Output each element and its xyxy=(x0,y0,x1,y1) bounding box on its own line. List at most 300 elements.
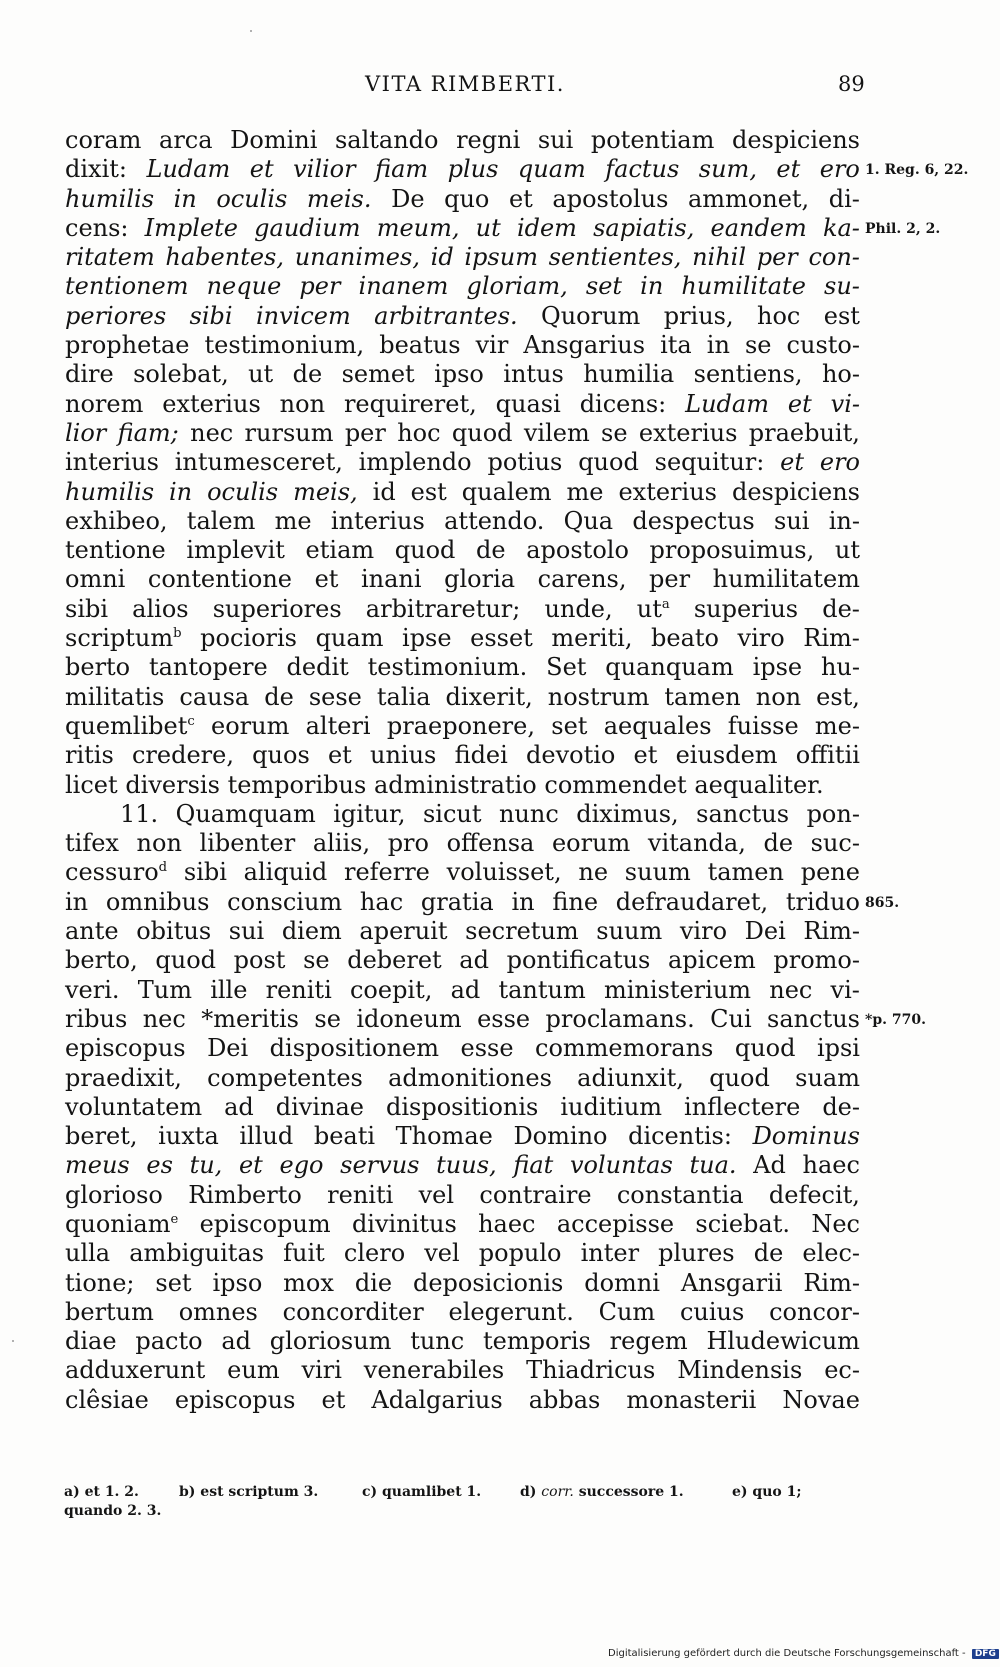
word: ego xyxy=(279,1151,324,1180)
word: coram xyxy=(65,126,142,154)
word: superius xyxy=(693,594,799,623)
word: monasterii xyxy=(626,1385,757,1414)
text-line xyxy=(65,1064,860,1093)
word: sese xyxy=(308,682,362,711)
word: aequaliter. xyxy=(694,770,824,799)
word: custo- xyxy=(786,331,860,360)
word: voluntatem xyxy=(65,1092,203,1121)
word: nihil xyxy=(692,243,747,272)
word: sanctus xyxy=(696,799,790,828)
word: sicut xyxy=(422,799,482,828)
word: et xyxy=(327,741,352,770)
word: pro xyxy=(387,829,429,858)
scan-credit-text: Digitalisierung gefördert durch die Deutsche Forschungsgemeinschaft - xyxy=(608,1648,966,1659)
word: ministerium xyxy=(603,975,752,1004)
word: gloriam, xyxy=(466,272,568,301)
word: su- xyxy=(824,272,860,301)
word: admonitiones xyxy=(388,1063,552,1092)
word: ad xyxy=(459,946,489,975)
word: Hludewicum xyxy=(706,1327,860,1356)
word: nostrum xyxy=(547,682,650,711)
word: eum xyxy=(227,1356,280,1385)
word: et xyxy=(787,389,812,418)
word: fidei xyxy=(454,741,508,770)
word: referre xyxy=(343,858,430,887)
text-line xyxy=(65,595,860,624)
text-line xyxy=(65,653,860,682)
word: nec xyxy=(142,1004,186,1033)
word: per xyxy=(649,565,691,594)
running-header xyxy=(0,72,1000,108)
word: berto, xyxy=(65,946,138,975)
word: tione; xyxy=(65,1268,135,1297)
word: Cui xyxy=(710,1004,752,1033)
word: tunc xyxy=(410,1327,465,1356)
word: Ansgarius xyxy=(523,331,646,360)
word: beati xyxy=(313,1122,376,1151)
word: de- xyxy=(822,1092,860,1121)
word: implevit xyxy=(186,536,285,565)
word: viro xyxy=(679,917,728,946)
word: glorioso xyxy=(65,1180,163,1209)
running-title: VITA RIMBERTI. xyxy=(365,72,565,96)
word: vir xyxy=(475,331,509,360)
text-line xyxy=(65,1269,860,1298)
word: temporis xyxy=(482,1327,591,1356)
word: tentione xyxy=(65,536,166,565)
footnote-e: e) quo 1; xyxy=(732,1484,802,1500)
word: quoniam$^e$ xyxy=(65,1209,179,1238)
word: pontificatus xyxy=(506,946,651,975)
word: est, xyxy=(816,682,860,711)
word: ammonet, xyxy=(687,184,810,213)
word: illud xyxy=(239,1122,294,1151)
word: triduo xyxy=(785,887,860,916)
word: ad xyxy=(221,1327,252,1356)
footnote-marker: c xyxy=(187,713,195,729)
word: ut xyxy=(475,213,501,242)
word: lior xyxy=(65,418,107,447)
text-line xyxy=(65,1386,860,1415)
word: ipse xyxy=(402,624,452,653)
word: vi- xyxy=(830,389,860,418)
footnote-marker: d xyxy=(158,860,168,876)
word: requireret, xyxy=(343,389,477,418)
word: nec xyxy=(190,418,234,447)
word: esset xyxy=(470,624,533,653)
word: concor- xyxy=(769,1297,860,1326)
word: dixit: xyxy=(65,155,127,184)
word: vitanda, xyxy=(647,829,746,858)
word: se xyxy=(314,1004,341,1033)
word: tuus, xyxy=(436,1151,497,1180)
word: secretum xyxy=(465,917,579,946)
word: sibi xyxy=(65,594,109,623)
word: voluisset, xyxy=(446,858,562,887)
word: Adalgarius xyxy=(371,1385,503,1414)
word: sciebat. xyxy=(695,1209,790,1238)
text-line xyxy=(65,448,860,477)
word: exterius xyxy=(638,418,738,447)
word: promo- xyxy=(773,946,860,975)
word: dicens: xyxy=(579,389,667,418)
word: suc- xyxy=(810,829,860,858)
word: militatis xyxy=(65,682,165,711)
word: Ludam xyxy=(685,389,769,418)
word: sibi xyxy=(189,301,233,330)
word: apostolus xyxy=(552,184,669,213)
margin-note: 865. xyxy=(865,894,900,911)
word: populo xyxy=(478,1239,562,1268)
word: bertum xyxy=(65,1297,154,1326)
word: prophetae xyxy=(65,331,190,360)
word: servus xyxy=(340,1151,420,1180)
word: pene xyxy=(800,858,860,887)
word: Dominus xyxy=(752,1122,860,1151)
word: intumesceret, xyxy=(174,448,343,477)
word: 11. xyxy=(120,799,159,828)
word: iuditium xyxy=(560,1092,663,1121)
word: divinitus xyxy=(351,1209,457,1238)
word: Ludam xyxy=(146,155,231,184)
text-line xyxy=(65,331,860,360)
word: se xyxy=(744,331,772,360)
footnote-d-rest: successore 1. xyxy=(578,1484,684,1500)
word: etiam xyxy=(305,536,375,565)
word: dispositionem xyxy=(269,1034,440,1063)
word: sapiatis, xyxy=(593,213,695,242)
word: interius xyxy=(65,448,159,477)
word: reniti xyxy=(265,975,332,1004)
word: me xyxy=(274,506,312,535)
word: humilis xyxy=(65,184,155,213)
word: Cum xyxy=(598,1297,656,1326)
text-line xyxy=(65,507,860,536)
word: esse xyxy=(460,1034,514,1063)
word: inani xyxy=(360,565,422,594)
word: aequales xyxy=(603,711,712,740)
word: de xyxy=(264,682,294,711)
word: episcopum xyxy=(199,1209,331,1238)
text-line xyxy=(65,771,860,800)
text-line xyxy=(65,360,860,389)
word: ipse xyxy=(752,653,803,682)
word: meis, xyxy=(293,477,358,506)
word: Rim- xyxy=(803,1268,860,1297)
word: in xyxy=(511,887,535,916)
text-line xyxy=(65,1181,860,1210)
word: elegerunt. xyxy=(448,1297,574,1326)
word: Tum xyxy=(137,975,192,1004)
word: me xyxy=(566,477,604,506)
word: ritis xyxy=(65,741,114,770)
word: cens: xyxy=(65,213,129,242)
word: tua. xyxy=(689,1151,737,1180)
word: talia xyxy=(376,682,431,711)
word: dixerit, xyxy=(445,682,533,711)
text-line xyxy=(65,946,860,975)
word: exterius xyxy=(618,477,717,506)
word: die xyxy=(354,1268,393,1297)
word: per xyxy=(344,418,386,447)
word: pacto xyxy=(135,1327,203,1356)
footnote-a: a) et 1. 2. xyxy=(64,1484,139,1500)
word: iuxta xyxy=(158,1122,219,1151)
word: scriptum$^b$ xyxy=(65,624,182,653)
word: dire xyxy=(65,360,114,389)
word: et xyxy=(321,1385,346,1414)
word: Domino xyxy=(513,1122,608,1151)
scan-speck xyxy=(250,30,252,32)
word: gaudium xyxy=(254,213,361,242)
word: tamen xyxy=(664,682,741,711)
text-line xyxy=(65,272,860,301)
word: interius xyxy=(330,506,425,535)
text-line xyxy=(65,1122,860,1151)
word: idoneum xyxy=(356,1004,462,1033)
word: clêsiae xyxy=(65,1385,149,1414)
word: Quorum xyxy=(541,301,641,330)
word: Domini xyxy=(230,126,318,154)
word: in xyxy=(65,887,89,916)
text-line xyxy=(65,302,860,331)
word: Quamquam xyxy=(175,799,316,828)
word: cuius xyxy=(679,1297,745,1326)
word: tu, xyxy=(189,1151,223,1180)
word: sui xyxy=(774,506,810,535)
word: Novae xyxy=(782,1385,860,1414)
word: defraudaret, xyxy=(615,887,769,916)
word: praedixit, xyxy=(65,1063,182,1092)
word: esse xyxy=(477,1004,531,1033)
word: commendet xyxy=(544,770,687,799)
word: hu- xyxy=(820,653,860,682)
word: dedit xyxy=(286,653,349,682)
word: administratio xyxy=(373,770,537,799)
word: alteri xyxy=(305,711,371,740)
word: vel xyxy=(424,1239,460,1268)
word: Nec xyxy=(811,1209,860,1238)
word: Ansgarii xyxy=(680,1268,783,1297)
word: vilem xyxy=(523,418,590,447)
word: hac xyxy=(359,887,404,916)
word: viro xyxy=(737,624,785,653)
text-line xyxy=(65,243,860,272)
word: et xyxy=(633,741,658,770)
word: ne xyxy=(578,858,609,887)
word: est xyxy=(410,477,447,506)
word: ut xyxy=(834,536,860,565)
text-line xyxy=(65,712,860,741)
word: arbitrantes. xyxy=(374,301,518,330)
word: diae xyxy=(65,1327,117,1356)
word: ec- xyxy=(824,1356,860,1385)
word: suam xyxy=(795,1063,860,1092)
word: de- xyxy=(822,594,860,623)
word: beret, xyxy=(65,1122,138,1151)
word: deberet xyxy=(347,946,442,975)
text-line xyxy=(65,565,860,594)
word: diversis xyxy=(125,770,220,799)
word: berto xyxy=(65,653,131,682)
word: unanimes, xyxy=(294,243,420,272)
word: rursum xyxy=(244,418,334,447)
word: ribus xyxy=(65,1004,128,1033)
text-line xyxy=(65,1034,860,1063)
word: fiam; xyxy=(117,418,179,447)
word: diem xyxy=(281,917,342,946)
word: Set xyxy=(546,653,587,682)
word: meus xyxy=(65,1151,130,1180)
word: haec xyxy=(478,1209,536,1238)
word: oculis xyxy=(216,184,288,213)
word: praeponere, xyxy=(386,711,535,740)
footnote-b: b) est scriptum 3. xyxy=(179,1484,319,1500)
word: et xyxy=(314,565,339,594)
word: ho- xyxy=(821,360,860,389)
word: pocioris xyxy=(200,624,297,653)
word: sui xyxy=(537,126,574,154)
footnote-marker: a xyxy=(661,596,670,612)
word: offitii xyxy=(795,741,860,770)
word: de xyxy=(763,829,794,858)
word: quod xyxy=(155,946,217,975)
word: sequitur: xyxy=(654,448,765,477)
word: tamen xyxy=(707,858,784,887)
word: voluntas xyxy=(569,1151,673,1180)
word: veri. xyxy=(65,975,120,1004)
word: cessuro$^d$ xyxy=(65,858,168,887)
word: quanquam xyxy=(605,653,734,682)
word: id xyxy=(430,243,454,272)
word: abbas xyxy=(528,1385,601,1414)
word: prius, xyxy=(663,301,734,330)
word: credere, xyxy=(131,741,234,770)
word: concorditer xyxy=(282,1297,424,1326)
footnote-a-continuation: quando 2. 3. xyxy=(64,1503,162,1519)
word: fiat xyxy=(513,1151,554,1180)
word: igitur, xyxy=(333,799,406,828)
word: aliis, xyxy=(312,829,371,858)
word: saltando xyxy=(334,126,439,154)
word: unde, xyxy=(544,594,613,623)
word: meis. xyxy=(306,184,372,213)
word: contentione xyxy=(147,565,292,594)
word: arbitraretur; xyxy=(365,594,521,623)
word: set xyxy=(551,711,588,740)
word: con- xyxy=(808,243,860,272)
word: viri xyxy=(301,1356,342,1385)
word: proposuimus, xyxy=(649,536,815,565)
word: fuit xyxy=(283,1239,325,1268)
word: gratia xyxy=(420,887,494,916)
word: humilitatem xyxy=(712,565,860,594)
word: hoc xyxy=(757,301,801,330)
word: Implete xyxy=(144,213,238,242)
footnote-c: c) quamlibet 1. xyxy=(362,1484,482,1500)
word: proclamans. xyxy=(545,1004,695,1033)
word: unius xyxy=(370,741,437,770)
word: intus xyxy=(503,360,564,389)
word: idem xyxy=(516,213,577,242)
word: meriti, xyxy=(551,624,633,653)
word: Ad xyxy=(753,1151,786,1180)
word: est xyxy=(823,301,860,330)
word: aperuit xyxy=(359,917,448,946)
word: conscium xyxy=(227,887,343,916)
word: regem xyxy=(609,1327,688,1356)
word: quam xyxy=(517,155,586,184)
word: quo xyxy=(444,184,490,213)
word: Mindensis xyxy=(677,1356,803,1385)
word: devotio xyxy=(526,741,616,770)
word: se xyxy=(303,946,330,975)
word: suum xyxy=(624,858,691,887)
text-line xyxy=(65,800,860,829)
word: sui xyxy=(228,917,265,946)
scan-speck xyxy=(12,1340,14,1342)
margin-note: *p. 770. xyxy=(865,1012,926,1028)
word: despectus xyxy=(632,506,755,535)
word: per xyxy=(299,272,341,301)
word: ille xyxy=(210,975,248,1004)
word: libenter xyxy=(199,829,296,858)
word: Rim- xyxy=(803,624,860,653)
word: diximus, xyxy=(576,799,679,828)
word: inanem xyxy=(358,272,449,301)
word: hoc xyxy=(397,418,441,447)
margin-note: 1. Reg. 6, 22. xyxy=(865,162,969,179)
text-line xyxy=(65,858,860,887)
text-line xyxy=(65,1093,860,1122)
word: despiciens xyxy=(731,477,860,506)
word: id xyxy=(372,477,396,506)
word: humilia xyxy=(583,360,675,389)
word: defecit, xyxy=(768,1180,860,1209)
word: contraire xyxy=(479,1180,592,1209)
word: Rim- xyxy=(803,917,860,946)
word: ambiguitas xyxy=(129,1239,265,1268)
word: haec xyxy=(802,1151,860,1180)
word: nunc xyxy=(498,799,559,828)
word: humilitate xyxy=(681,272,806,301)
word: quod xyxy=(451,418,513,447)
word: clero xyxy=(343,1239,406,1268)
word: plus xyxy=(447,155,499,184)
word: quasi xyxy=(495,389,561,418)
text-line xyxy=(65,741,860,770)
word: quod xyxy=(394,536,456,565)
text-line xyxy=(65,917,860,946)
word: sanctus xyxy=(767,1004,860,1033)
text-line xyxy=(65,155,860,184)
word: causa xyxy=(179,682,250,711)
word: ita xyxy=(660,331,692,360)
word: dicentis: xyxy=(628,1122,732,1151)
word: beatus xyxy=(379,331,461,360)
word: in xyxy=(706,331,730,360)
word: reniti xyxy=(327,1180,394,1209)
word: sentientes, xyxy=(548,243,682,272)
word: dispositionis xyxy=(385,1092,539,1121)
word: plures xyxy=(658,1239,735,1268)
word: coepit, xyxy=(349,975,433,1004)
word: ero xyxy=(819,448,860,477)
word: ipsi xyxy=(816,1034,860,1063)
word: norem xyxy=(65,389,144,418)
word: beato xyxy=(651,624,719,653)
text-line xyxy=(65,976,860,1005)
